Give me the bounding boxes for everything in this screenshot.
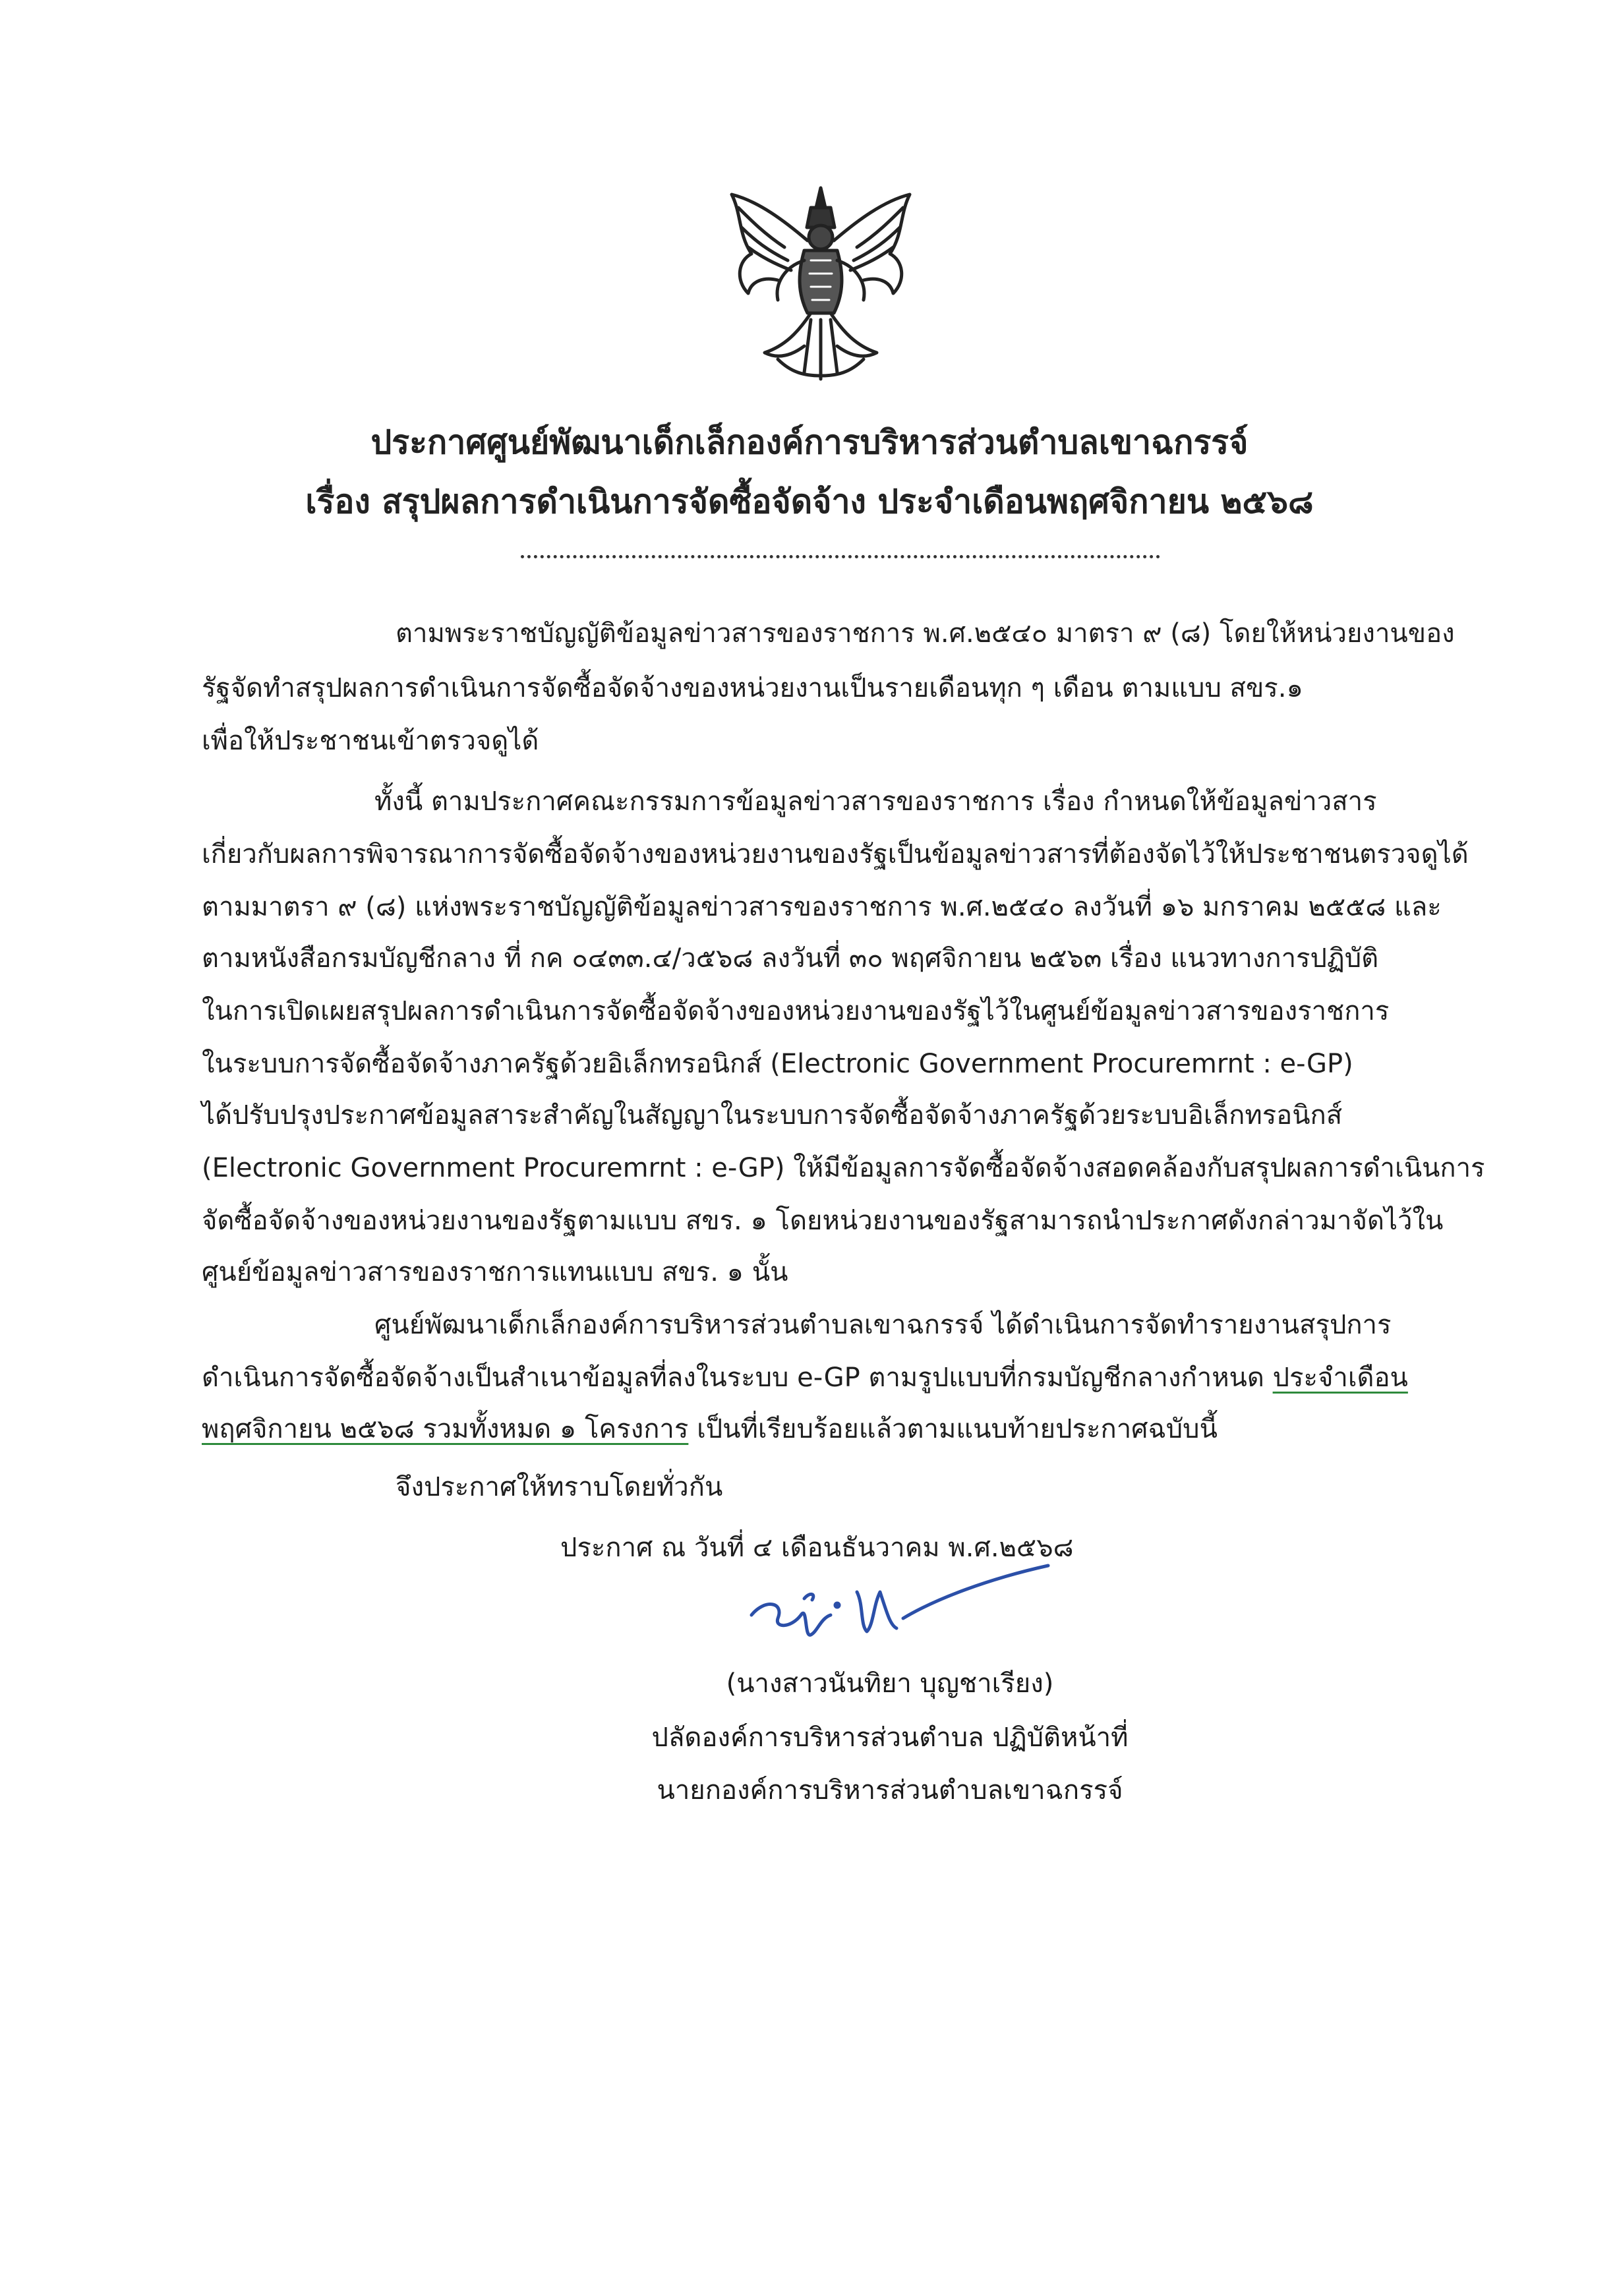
paragraph-3-text: ดำเนินการจัดซื้อจัดจ้างเป็นสำเนาข้อมูลที่ลงในระบบ e-GP ตามรูปแบบที่กรมบัญชีกลางกำหนด bbox=[202, 1363, 1273, 1393]
closing-statement: จึงประกาศให้ทราบโดยทั่วกัน bbox=[396, 1472, 723, 1502]
underlined-project-count: พฤศจิกายน ๒๕๖๘ รวมทั้งหมด ๑ โครงการ bbox=[202, 1414, 689, 1444]
paragraph-2-line: ในระบบการจัดซื้อจัดจ้างภาครัฐด้วยอิเล็กทรอนิกส์ (Electronic Government Procuremrnt : e-GP) bbox=[202, 1049, 1353, 1079]
paragraph-2-line: ศูนย์ข้อมูลข่าวสารของราชการแทนแบบ สขร. ๑ นั้น bbox=[202, 1257, 788, 1287]
paragraph-3-text: เป็นที่เรียบร้อยแล้วตามแนบท้ายประกาศฉบับนี้ bbox=[688, 1414, 1218, 1444]
handwritten-signature-icon bbox=[738, 1552, 1055, 1658]
announcement-date: ประกาศ ณ วันที่ ๔ เดือนธันวาคม พ.ศ.๒๕๖๘ bbox=[560, 1533, 1074, 1563]
paragraph-2-line: ตามมาตรา ๙ (๘) แห่งพระราชบัญญัติข้อมูลข่าวสารของราชการ พ.ศ.๒๕๔๐ ลงวันที่ ๑๖ มกราคม ๒๕๕๘ และ bbox=[202, 892, 1442, 922]
paragraph-2-line: (Electronic Government Procuremrnt : e-GP) ให้มีข้อมูลการจัดซื้อจัดจ้างสอดคล้องกับสรุปผลการดำเนินการ bbox=[202, 1153, 1485, 1183]
paragraph-1-line: ตามพระราชบัญญัติข้อมูลข่าวสารของราชการ พ.ศ.๒๕๔๐ มาตรา ๙ (๘) โดยให้หน่วยงานของ bbox=[396, 618, 1455, 649]
paragraph-1-line: เพื่อให้ประชาชนเข้าตรวจดูได้ bbox=[202, 726, 539, 756]
paragraph-2-line: ในการเปิดเผยสรุปผลการดำเนินการจัดซื้อจัดจ้างของหน่วยงานของรัฐไว้ในศูนย์ข้อมูลข่าวสารของราชการ bbox=[202, 996, 1390, 1026]
paragraph-2-line: ได้ปรับปรุงประกาศข้อมูลสาระสำคัญในสัญญาในระบบการจัดซื้อจัดจ้างภาครัฐด้วยระบบอิเล็กทรอนิกส์ bbox=[202, 1100, 1343, 1131]
paragraph-2-line: ตามหนังสือกรมบัญชีกลาง ที่ กค ๐๔๓๓.๔/ว๕๖๘ ลงวันที่ ๓๐ พฤศจิกายน ๒๕๖๓ เรื่อง แนวทางการปฏิบัติ bbox=[202, 943, 1379, 974]
signer-position: ปลัดองค์การบริหารส่วนตำบล ปฏิบัติหน้าที่ bbox=[651, 1722, 1129, 1753]
paragraph-3-line: ศูนย์พัฒนาเด็กเล็กองค์การบริหารส่วนตำบลเขาฉกรรจ์ ได้ดำเนินการจัดทำรายงานสรุปการ bbox=[374, 1310, 1392, 1340]
paragraph-3-line bbox=[202, 1361, 1408, 1395]
announcement-subject: เรื่อง สรุปผลการดำเนินการจัดซื้อจัดจ้าง ประจำเดือนพฤศจิกายน ๒๕๖๘ bbox=[305, 483, 1314, 521]
paragraph-1-line: รัฐจัดทำสรุปผลการดำเนินการจัดซื้อจัดจ้างของหน่วยงานเป็นรายเดือนทุก ๆ เดือน ตามแบบ สขร.๑ bbox=[202, 673, 1303, 703]
paragraph-2-line: จัดซื้อจัดจ้างของหน่วยงานของรัฐตามแบบ สขร. ๑ โดยหน่วยงานของรัฐสามารถนำประกาศดังกล่าวมาจัดไว้ใน bbox=[202, 1206, 1444, 1236]
signer-name: (นางสาวนันทิยา บุญชาเรียง) bbox=[726, 1668, 1054, 1699]
signer-position-acting: นายกองค์การบริหารส่วนตำบลเขาฉกรรจ์ bbox=[657, 1775, 1123, 1806]
paragraph-3-line bbox=[202, 1412, 1218, 1446]
paragraph-2-line: ทั้งนี้ ตามประกาศคณะกรรมการข้อมูลข่าวสารของราชการ เรื่อง กำหนดให้ข้อมูลข่าวสาร bbox=[374, 786, 1377, 817]
underlined-period-text: ประจำเดือน bbox=[1272, 1363, 1408, 1393]
garuda-emblem-icon bbox=[712, 162, 929, 386]
paragraph-2-line: เกี่ยวกับผลการพิจารณาการจัดซื้อจัดจ้างของหน่วยงานของรัฐเป็นข้อมูลข่าวสารที่ต้องจัดไว้ให้ประชาชนตรวจดูได้ bbox=[202, 839, 1469, 869]
announcement-title: ประกาศศูนย์พัฒนาเด็กเล็กองค์การบริหารส่วนตำบลเขาฉกรรจ์ bbox=[370, 423, 1249, 461]
dotted-divider bbox=[521, 555, 1160, 558]
